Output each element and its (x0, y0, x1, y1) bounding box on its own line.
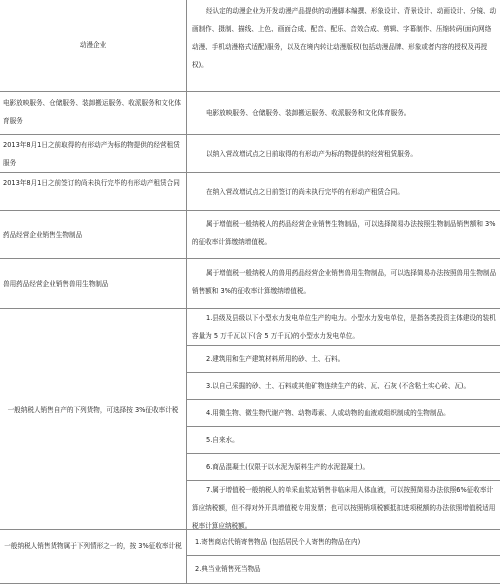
row-detail-vetdrug: 属于增值税一般纳税人的兽用药品经营企业销售兽用生物制品，可以选择简易办法按照兽用生物制品销售额和 3%的征收率计算缴纳增值税。 (192, 269, 497, 295)
row-detail-contract: 在纳入营改增试点之日前签订的尚未执行完毕的有形动产租赁合同。 (206, 188, 404, 196)
row-detail-lease: 以纳入营改增试点之日前取得的有形动产为标的物提供的经营租赁服务。 (206, 150, 417, 158)
row-label-lease: 2013年8月1日之前取得的有形动产为标的物提供的经营租赁服务 (3, 141, 180, 167)
row-detail-animation: 经认定的动漫企业为开发动漫产品提供的动漫脚本编撰、形象设计、背景设计、动画设计、分镜、动画制作、摄制、描线、上色、画面合成、配音、配乐、音效合成、剪辑、字幕制作、压缩转码(面向网络动漫、手机动漫格式适配)服务，以及在境内转让动漫版权(包括动漫品牌、形象或者内容的授权及再授权)。 (192, 7, 497, 69)
list-item: 1.寄售商店代销寄售物品 (包括居民个人寄售的物品在内) (195, 538, 361, 546)
row-label-drug: 药品经营企业销售生物制品 (3, 231, 83, 239)
row-label-sales: 一般纳税人销售货物属于下列情形之一的，按 3%征收率计税 (4, 542, 182, 550)
list-item: 2.典当业销售死当物品 (195, 565, 261, 573)
row-label-contract: 2013年8月1日之前签订的尚未执行完毕的有形动产租赁合同 (3, 179, 180, 187)
list-item: 2.建筑用和生产建筑材料所用的砂、土、石料。 (206, 355, 345, 363)
list-item: 6.商品混凝土(仅限于以水泥为原料生产的水泥混凝土)。 (206, 463, 370, 471)
row-label-selfproduced: 一般纳税人销售自产的下列货物，可选择按 3%征收率计税 (7, 406, 179, 414)
list-item: 1.县级及县级以下小型水力发电单位生产的电力。小型水力发电单位，是指各类投资主体建设的装机容量为 5 万千瓦以下(含 5 万千瓦)的小型水力发电单位。 (192, 314, 496, 340)
list-item: 4.用微生物、微生物代谢产物、动物毒素、人或动物的血液或组织制成的生物制品。 (206, 409, 450, 417)
row-detail-drug: 属于增值税一般纳税人的药品经营企业销售生物制品，可以选择简易办法按照生物制品销售额和 3%的征收率计算缴纳增值税。 (192, 220, 496, 246)
row-label-animation: 动漫企业 (79, 41, 107, 49)
list-item: 7.属于增值税一般纳税人的单采血浆站销售非临床用人体血液，可以按照简易办法依照6%征收率计算应纳税额，但不得对外开具增值税专用发票；也可以按照销项税额抵扣进项税额的办法依照增值税适用税率计算应纳税额。 (192, 486, 496, 529)
row-label-vetdrug: 兽用药品经营企业销售兽用生物制品 (3, 280, 109, 288)
row-detail-cinema: 电影放映服务、仓储服务、装卸搬运服务、收派服务和文化体育服务。 (206, 109, 411, 117)
list-item: 3.以自己采掘的砂、土、石料或其他矿物连续生产的砖、瓦、石灰 (不含粘土实心砖、瓦)。 (206, 382, 471, 390)
row-label-cinema: 电影放映服务、仓储服务、装卸搬运服务、收派服务和文化体育服务 (3, 99, 182, 125)
list-item: 5.自来水。 (206, 436, 239, 444)
